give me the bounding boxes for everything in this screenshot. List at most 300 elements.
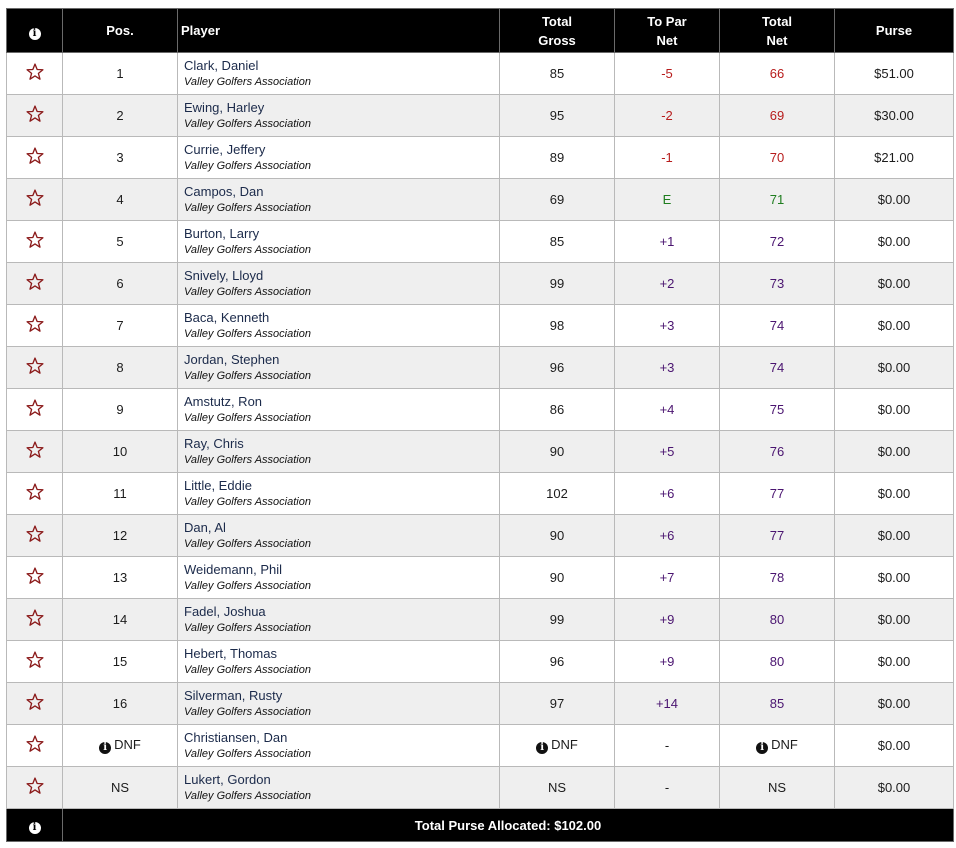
total-gross-value: 99 bbox=[549, 276, 565, 291]
player-club: Valley Golfers Association bbox=[184, 453, 311, 466]
total-gross-cell bbox=[500, 95, 615, 137]
favorite-cell[interactable] bbox=[7, 641, 63, 683]
total-net-cell bbox=[720, 347, 835, 389]
purse-value: $0.00 bbox=[877, 192, 911, 207]
total-gross-value: 96 bbox=[549, 654, 565, 669]
to-par-net-cell bbox=[615, 557, 720, 599]
star-icon[interactable] bbox=[25, 692, 45, 712]
purse-cell bbox=[835, 221, 954, 263]
total-net-value: 72 bbox=[769, 234, 785, 249]
total-gross-value: 90 bbox=[549, 444, 565, 459]
pos-cell bbox=[63, 137, 178, 179]
purse-cell bbox=[835, 725, 954, 767]
player-club: Valley Golfers Association bbox=[184, 75, 311, 88]
player-club: Valley Golfers Association bbox=[184, 117, 311, 130]
purse-cell bbox=[835, 389, 954, 431]
to-par-net-cell bbox=[615, 137, 720, 179]
pos-value: 2 bbox=[116, 108, 124, 123]
pos-value: 5 bbox=[116, 234, 124, 249]
total-net-cell bbox=[720, 641, 835, 683]
total-net-value: 77 bbox=[769, 486, 785, 501]
favorite-cell[interactable] bbox=[7, 473, 63, 515]
purse-value: $0.00 bbox=[877, 276, 911, 291]
total-net-value: 71 bbox=[769, 192, 785, 207]
player-name[interactable]: Snively, Lloyd bbox=[184, 267, 264, 283]
pos-value: 7 bbox=[116, 318, 124, 333]
table-row bbox=[7, 641, 954, 683]
pos-cell bbox=[63, 389, 178, 431]
header-player[interactable]: Player bbox=[178, 9, 500, 53]
pos-cell bbox=[63, 641, 178, 683]
player-club: Valley Golfers Association bbox=[184, 369, 311, 382]
footer-info-cell[interactable] bbox=[7, 809, 63, 842]
player-name[interactable]: Christiansen, Dan bbox=[184, 729, 288, 745]
total-net-cell bbox=[720, 725, 835, 767]
table-row bbox=[7, 53, 954, 95]
purse-cell bbox=[835, 347, 954, 389]
player-name[interactable]: Ray, Chris bbox=[184, 435, 244, 451]
table-row bbox=[7, 221, 954, 263]
to-par-net-value: -5 bbox=[661, 66, 673, 81]
pos-value: 11 bbox=[113, 486, 127, 501]
to-par-net-value: +5 bbox=[659, 444, 675, 459]
purse-value: $0.00 bbox=[877, 486, 911, 501]
total-net-cell bbox=[720, 263, 835, 305]
player-cell[interactable] bbox=[178, 305, 500, 347]
table-row bbox=[7, 263, 954, 305]
table-row bbox=[7, 389, 954, 431]
purse-value: $0.00 bbox=[877, 234, 911, 249]
header-pos[interactable]: Pos. bbox=[63, 9, 178, 53]
player-cell[interactable] bbox=[178, 599, 500, 641]
table-row bbox=[7, 557, 954, 599]
info-circle-icon[interactable]: i bbox=[756, 742, 768, 754]
total-gross-cell bbox=[500, 53, 615, 95]
total-net-cell bbox=[720, 473, 835, 515]
player-name[interactable]: Fadel, Joshua bbox=[184, 603, 266, 619]
star-icon[interactable] bbox=[25, 230, 45, 250]
total-net-cell bbox=[720, 53, 835, 95]
purse-value: $0.00 bbox=[877, 318, 911, 333]
table-row bbox=[7, 347, 954, 389]
total-net-cell bbox=[720, 515, 835, 557]
player-cell[interactable] bbox=[178, 473, 500, 515]
header-total-net[interactable] bbox=[720, 9, 835, 53]
pos-value: 1 bbox=[116, 66, 124, 81]
info-circle-icon[interactable]: i bbox=[29, 28, 41, 40]
to-par-net-cell bbox=[615, 683, 720, 725]
player-cell[interactable] bbox=[178, 683, 500, 725]
to-par-net-value: +6 bbox=[659, 486, 675, 501]
player-name[interactable]: Campos, Dan bbox=[184, 183, 264, 199]
player-club: Valley Golfers Association bbox=[184, 411, 311, 424]
total-gross-value: 99 bbox=[549, 612, 565, 627]
pos-cell bbox=[63, 683, 178, 725]
to-par-net-cell bbox=[615, 725, 720, 767]
pos-cell bbox=[63, 599, 178, 641]
total-gross-value: 85 bbox=[549, 234, 565, 249]
info-circle-icon[interactable]: i bbox=[99, 742, 111, 754]
purse-value: $51.00 bbox=[874, 66, 914, 81]
player-cell[interactable] bbox=[178, 137, 500, 179]
total-gross-cell bbox=[500, 305, 615, 347]
favorite-cell[interactable] bbox=[7, 347, 63, 389]
purse-cell bbox=[835, 473, 954, 515]
table-row bbox=[7, 683, 954, 725]
pos-value: 15 bbox=[112, 654, 128, 669]
favorite-cell[interactable] bbox=[7, 389, 63, 431]
to-par-net-value: -1 bbox=[661, 150, 673, 165]
total-net-value: 78 bbox=[769, 570, 785, 585]
total-gross-cell bbox=[500, 725, 615, 767]
leaderboard-table bbox=[6, 8, 954, 842]
info-circle-icon[interactable]: i bbox=[536, 742, 548, 754]
player-name[interactable]: Amstutz, Ron bbox=[184, 393, 263, 409]
pos-value: 13 bbox=[112, 570, 128, 585]
purse-value: $0.00 bbox=[877, 738, 911, 753]
player-name[interactable]: Dan, Al bbox=[184, 519, 226, 535]
header-total-gross[interactable] bbox=[500, 9, 615, 53]
star-icon[interactable] bbox=[25, 608, 45, 628]
table-row bbox=[7, 305, 954, 347]
player-name[interactable]: Lukert, Gordon bbox=[184, 771, 271, 787]
purse-cell bbox=[835, 683, 954, 725]
to-par-net-value: - bbox=[664, 738, 670, 753]
star-icon[interactable] bbox=[25, 650, 45, 670]
player-club: Valley Golfers Association bbox=[184, 201, 311, 214]
total-gross-cell bbox=[500, 557, 615, 599]
purse-value: $0.00 bbox=[877, 780, 911, 795]
table-row bbox=[7, 725, 954, 767]
table-row bbox=[7, 473, 954, 515]
star-icon[interactable] bbox=[25, 104, 45, 124]
star-icon[interactable] bbox=[25, 776, 45, 796]
purse-value: $0.00 bbox=[877, 444, 911, 459]
favorite-cell[interactable] bbox=[7, 515, 63, 557]
total-net-value: DNF bbox=[771, 737, 798, 752]
total-gross-cell bbox=[500, 221, 615, 263]
player-cell[interactable] bbox=[178, 515, 500, 557]
total-net-value: 70 bbox=[769, 150, 785, 165]
to-par-net-value: +6 bbox=[659, 528, 675, 543]
total-gross-value: 69 bbox=[549, 192, 565, 207]
total-gross-value: 86 bbox=[549, 402, 565, 417]
table-row bbox=[7, 431, 954, 473]
star-icon[interactable] bbox=[25, 440, 45, 460]
total-gross-value: 97 bbox=[549, 696, 565, 711]
star-icon[interactable] bbox=[25, 188, 45, 208]
total-gross-value: 98 bbox=[549, 318, 565, 333]
player-cell[interactable] bbox=[178, 53, 500, 95]
total-net-value: 74 bbox=[769, 318, 785, 333]
player-name[interactable]: Ewing, Harley bbox=[184, 99, 265, 115]
table-row bbox=[7, 515, 954, 557]
pos-value: 6 bbox=[116, 276, 124, 291]
purse-value: $0.00 bbox=[877, 528, 911, 543]
total-gross-value: NS bbox=[547, 780, 567, 795]
total-gross-cell bbox=[500, 431, 615, 473]
purse-value: $0.00 bbox=[877, 360, 911, 375]
header-to-par-line1: To Par bbox=[647, 13, 687, 29]
to-par-net-value: +7 bbox=[659, 570, 675, 585]
player-club: Valley Golfers Association bbox=[184, 327, 311, 340]
player-name[interactable]: Hebert, Thomas bbox=[184, 645, 277, 661]
purse-value: $0.00 bbox=[877, 570, 911, 585]
favorite-cell[interactable] bbox=[7, 683, 63, 725]
total-gross-value: 102 bbox=[546, 486, 568, 501]
to-par-net-value: - bbox=[664, 780, 670, 795]
pos-value: 14 bbox=[112, 612, 128, 627]
total-gross-cell bbox=[500, 179, 615, 221]
pos-cell bbox=[63, 473, 178, 515]
total-gross-cell bbox=[500, 473, 615, 515]
player-cell[interactable] bbox=[178, 641, 500, 683]
player-name[interactable]: Clark, Daniel bbox=[184, 57, 259, 73]
pos-cell bbox=[63, 179, 178, 221]
player-cell[interactable] bbox=[178, 725, 500, 767]
to-par-net-cell bbox=[615, 473, 720, 515]
total-gross-cell bbox=[500, 515, 615, 557]
player-club: Valley Golfers Association bbox=[184, 579, 311, 592]
total-gross-value: DNF bbox=[551, 737, 578, 752]
header-total-net-line2: Net bbox=[766, 32, 788, 48]
table-row bbox=[7, 767, 954, 809]
favorite-cell[interactable] bbox=[7, 305, 63, 347]
to-par-net-cell bbox=[615, 515, 720, 557]
total-net-cell bbox=[720, 557, 835, 599]
purse-value: $21.00 bbox=[874, 150, 914, 165]
pos-cell bbox=[63, 431, 178, 473]
total-net-cell bbox=[720, 305, 835, 347]
total-net-cell bbox=[720, 95, 835, 137]
leaderboard-body bbox=[7, 53, 954, 809]
favorite-cell[interactable] bbox=[7, 221, 63, 263]
player-name[interactable]: Little, Eddie bbox=[184, 477, 252, 493]
player-cell[interactable] bbox=[178, 263, 500, 305]
total-net-cell bbox=[720, 389, 835, 431]
player-cell[interactable] bbox=[178, 179, 500, 221]
total-net-value: 80 bbox=[769, 654, 785, 669]
total-net-value: 76 bbox=[769, 444, 785, 459]
total-net-cell bbox=[720, 179, 835, 221]
favorite-cell[interactable] bbox=[7, 767, 63, 809]
favorite-cell[interactable] bbox=[7, 431, 63, 473]
header-info-cell[interactable] bbox=[7, 9, 63, 53]
star-icon[interactable] bbox=[25, 146, 45, 166]
total-net-cell bbox=[720, 431, 835, 473]
to-par-net-cell bbox=[615, 95, 720, 137]
purse-cell bbox=[835, 95, 954, 137]
total-net-value: 74 bbox=[769, 360, 785, 375]
purse-cell bbox=[835, 179, 954, 221]
purse-cell bbox=[835, 599, 954, 641]
info-circle-icon[interactable]: i bbox=[29, 822, 41, 834]
purse-cell bbox=[835, 557, 954, 599]
to-par-net-cell bbox=[615, 641, 720, 683]
to-par-net-value: E bbox=[662, 192, 672, 207]
total-net-value: 69 bbox=[769, 108, 785, 123]
player-club: Valley Golfers Association bbox=[184, 537, 311, 550]
to-par-net-cell bbox=[615, 431, 720, 473]
total-gross-cell bbox=[500, 263, 615, 305]
to-par-net-value: +2 bbox=[659, 276, 675, 291]
purse-value: $0.00 bbox=[877, 612, 911, 627]
total-gross-value: 96 bbox=[549, 360, 565, 375]
total-gross-cell bbox=[500, 767, 615, 809]
header-to-par-net[interactable] bbox=[615, 9, 720, 53]
player-cell[interactable] bbox=[178, 221, 500, 263]
pos-cell bbox=[63, 95, 178, 137]
purse-cell bbox=[835, 515, 954, 557]
footer-row bbox=[7, 809, 954, 842]
purse-value: $0.00 bbox=[877, 402, 911, 417]
to-par-net-cell bbox=[615, 179, 720, 221]
to-par-net-value: -2 bbox=[661, 108, 673, 123]
player-name[interactable]: Weidemann, Phil bbox=[184, 561, 283, 577]
total-gross-value: 90 bbox=[549, 528, 565, 543]
player-cell[interactable] bbox=[178, 557, 500, 599]
purse-value: $0.00 bbox=[877, 696, 911, 711]
player-club: Valley Golfers Association bbox=[184, 495, 311, 508]
table-row bbox=[7, 179, 954, 221]
favorite-cell[interactable] bbox=[7, 53, 63, 95]
favorite-cell[interactable] bbox=[7, 557, 63, 599]
table-row bbox=[7, 95, 954, 137]
star-icon[interactable] bbox=[25, 356, 45, 376]
to-par-net-value: +1 bbox=[659, 234, 675, 249]
total-net-value: 80 bbox=[769, 612, 785, 627]
favorite-cell[interactable] bbox=[7, 179, 63, 221]
star-icon[interactable] bbox=[25, 272, 45, 292]
pos-cell bbox=[63, 347, 178, 389]
total-net-value: 75 bbox=[769, 402, 785, 417]
purse-cell bbox=[835, 53, 954, 95]
pos-value: 9 bbox=[116, 402, 124, 417]
pos-value: 3 bbox=[116, 150, 124, 165]
player-club: Valley Golfers Association bbox=[184, 621, 311, 634]
pos-cell bbox=[63, 725, 178, 767]
player-club: Valley Golfers Association bbox=[184, 285, 311, 298]
to-par-net-cell bbox=[615, 221, 720, 263]
total-net-value: 66 bbox=[769, 66, 785, 81]
player-cell[interactable] bbox=[178, 347, 500, 389]
to-par-net-value: +14 bbox=[655, 696, 679, 711]
to-par-net-cell bbox=[615, 263, 720, 305]
purse-cell bbox=[835, 305, 954, 347]
pos-cell bbox=[63, 305, 178, 347]
header-row bbox=[7, 9, 954, 53]
to-par-net-value: +9 bbox=[659, 654, 675, 669]
purse-cell bbox=[835, 767, 954, 809]
favorite-cell[interactable] bbox=[7, 599, 63, 641]
favorite-cell[interactable] bbox=[7, 263, 63, 305]
to-par-net-cell bbox=[615, 767, 720, 809]
purse-cell bbox=[835, 137, 954, 179]
pos-value: NS bbox=[110, 780, 130, 795]
to-par-net-cell bbox=[615, 53, 720, 95]
pos-cell bbox=[63, 53, 178, 95]
total-net-cell bbox=[720, 221, 835, 263]
header-total-net-line1: Total bbox=[761, 13, 793, 29]
header-purse[interactable]: Purse bbox=[835, 9, 954, 53]
player-club: Valley Golfers Association bbox=[184, 159, 311, 172]
favorite-cell[interactable] bbox=[7, 725, 63, 767]
pos-value: 4 bbox=[116, 192, 124, 207]
total-gross-value: 95 bbox=[549, 108, 565, 123]
player-cell[interactable] bbox=[178, 389, 500, 431]
pos-value: 16 bbox=[112, 696, 128, 711]
player-name[interactable]: Currie, Jeffery bbox=[184, 141, 266, 157]
star-icon[interactable] bbox=[25, 62, 45, 82]
pos-value: 8 bbox=[116, 360, 124, 375]
pos-value: DNF bbox=[114, 737, 141, 752]
total-gross-cell bbox=[500, 683, 615, 725]
total-net-value: 85 bbox=[769, 696, 785, 711]
to-par-net-value: +9 bbox=[659, 612, 675, 627]
star-icon[interactable] bbox=[25, 566, 45, 586]
header-total-gross-line1: Total bbox=[541, 13, 573, 29]
pos-cell bbox=[63, 221, 178, 263]
favorite-cell[interactable] bbox=[7, 137, 63, 179]
table-row bbox=[7, 599, 954, 641]
total-gross-cell bbox=[500, 347, 615, 389]
star-icon[interactable] bbox=[25, 482, 45, 502]
purse-value: $30.00 bbox=[874, 108, 914, 123]
player-cell[interactable] bbox=[178, 431, 500, 473]
pos-value: 12 bbox=[112, 528, 128, 543]
purse-cell bbox=[835, 431, 954, 473]
total-net-value: NS bbox=[767, 780, 787, 795]
total-purse-allocated: Total Purse Allocated: $102.00 bbox=[63, 809, 954, 842]
table-row bbox=[7, 137, 954, 179]
favorite-cell[interactable] bbox=[7, 95, 63, 137]
star-icon[interactable] bbox=[25, 734, 45, 754]
pos-value: 10 bbox=[112, 444, 128, 459]
pos-cell bbox=[63, 557, 178, 599]
total-gross-value: 89 bbox=[549, 150, 565, 165]
player-name[interactable]: Jordan, Stephen bbox=[184, 351, 280, 367]
player-club: Valley Golfers Association bbox=[184, 789, 311, 802]
to-par-net-cell bbox=[615, 389, 720, 431]
player-club: Valley Golfers Association bbox=[184, 243, 311, 256]
star-icon[interactable] bbox=[25, 524, 45, 544]
pos-cell bbox=[63, 263, 178, 305]
player-club: Valley Golfers Association bbox=[184, 663, 311, 676]
total-net-value: 77 bbox=[769, 528, 785, 543]
player-cell[interactable] bbox=[178, 767, 500, 809]
total-net-cell bbox=[720, 767, 835, 809]
header-total-gross-line2: Gross bbox=[538, 32, 576, 48]
player-club: Valley Golfers Association bbox=[184, 705, 311, 718]
total-net-cell bbox=[720, 683, 835, 725]
player-name[interactable]: Baca, Kenneth bbox=[184, 309, 270, 325]
star-icon[interactable] bbox=[25, 314, 45, 334]
to-par-net-cell bbox=[615, 347, 720, 389]
header-to-par-line2: Net bbox=[656, 32, 678, 48]
player-name[interactable]: Silverman, Rusty bbox=[184, 687, 283, 703]
to-par-net-cell bbox=[615, 599, 720, 641]
pos-cell bbox=[63, 515, 178, 557]
to-par-net-value: +3 bbox=[659, 360, 675, 375]
to-par-net-value: +3 bbox=[659, 318, 675, 333]
total-gross-value: 85 bbox=[549, 66, 565, 81]
star-icon[interactable] bbox=[25, 398, 45, 418]
total-net-cell bbox=[720, 599, 835, 641]
player-club: Valley Golfers Association bbox=[184, 747, 311, 760]
player-name[interactable]: Burton, Larry bbox=[184, 225, 260, 241]
player-cell[interactable] bbox=[178, 95, 500, 137]
total-net-value: 73 bbox=[769, 276, 785, 291]
